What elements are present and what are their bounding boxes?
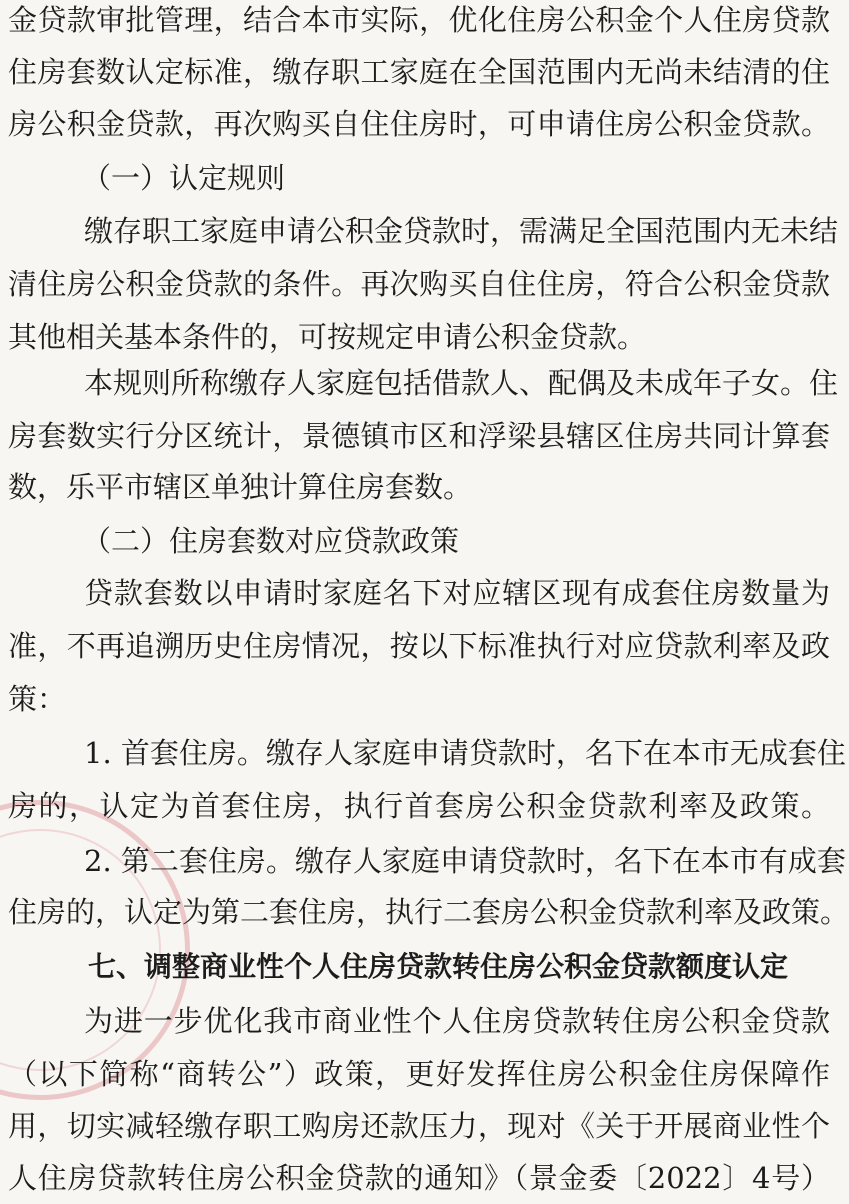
text-line: 清住房公积金贷款的条件。再次购买自住住房，符合公积金贷款 [8, 267, 830, 301]
text-line: 策： [8, 682, 67, 716]
text-line: 2. 第二套住房。缴存人家庭申请贷款时，名下在本市有成套 [84, 844, 846, 878]
text-line: 贷款套数以申请时家庭名下对应辖区现有成套住房数量为 [84, 576, 830, 610]
text-line: 本规则所称缴存人家庭包括借款人、配偶及未成年子女。住 [84, 366, 839, 400]
text-line: 准，不再追溯历史住房情况，按以下标准执行对应贷款利率及政 [8, 629, 830, 663]
text-line: 房公积金贷款，再次购买自住住房时，可申请住房公积金贷款。 [8, 107, 830, 141]
text-line: 房的，认定为首套住房，执行首套房公积金贷款利率及政策。 [8, 789, 830, 823]
text-line: 为进一步优化我市商业性个人住房贷款转住房公积金贷款 [84, 1004, 830, 1038]
text-line: 其他相关基本条件的，可按规定申请公积金贷款。 [8, 320, 647, 354]
text-line: 缴存职工家庭申请公积金贷款时，需满足全国范围内无未结 [84, 214, 839, 248]
section-heading-1: （一）认定规则 [82, 161, 286, 195]
chapter-heading-7: 七、调整商业性个人住房贷款转住房公积金贷款额度认定 [88, 950, 789, 983]
text-line: 房套数实行分区统计，景德镇市区和浮梁县辖区住房共同计算套 [8, 419, 830, 453]
section-heading-2: （二）住房套数对应贷款政策 [82, 524, 460, 558]
text-line: 1. 首套住房。缴存人家庭申请贷款时，名下在本市无成套住 [84, 736, 846, 770]
text-line: 金贷款审批管理，结合本市实际，优化住房公积金个人住房贷款 [8, 3, 830, 37]
text-line: 住房套数认定标准，缴存职工家庭在全国范围内无尚未结清的住 [8, 55, 830, 89]
text-line: 人住房贷款转住房公积金贷款的通知》（景金委〔2022〕4号） [8, 1161, 830, 1195]
text-line: 用，切实减轻缴存职工购房还款压力，现对《关于开展商业性个 [8, 1109, 830, 1143]
text-line: （以下简称“商转公”）政策，更好发挥住房公积金住房保障作 [8, 1057, 830, 1091]
text-line: 住房的，认定为第二套住房，执行二套房公积金贷款利率及政策。 [8, 895, 849, 929]
text-line: 数，乐平市辖区单独计算住房套数。 [8, 470, 473, 504]
